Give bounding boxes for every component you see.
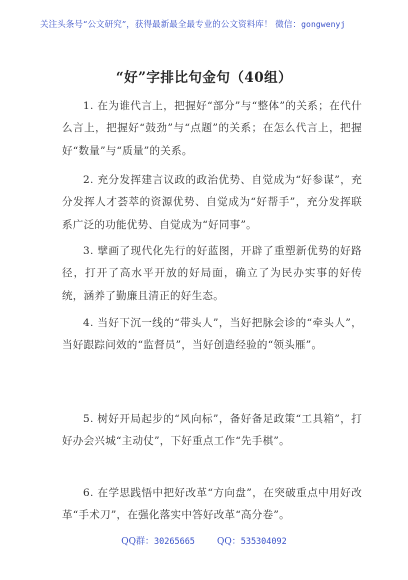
header-notice: 关注头条号“公文研究”，获得最新最全最专业的公文资料库！ 微信： <box>40 20 302 30</box>
paragraph-2: 2. 充分发挥建言议政的政治优势、自觉成为“好参谋”，充分发挥人才荟萃的资源优势、自觉成为“好帮手”，充分发挥联系广泛的功能优势、自觉成为“好同事”。 <box>62 174 362 231</box>
paragraph-4: 4. 当好下沉一线的“带头人”，当好把脉会诊的“牵头人”，当好跟踪问效的“监督员”，当好创造经验的“领头雁”。 <box>62 317 362 352</box>
qq-number: 535304092 <box>240 537 287 547</box>
qq-group-label: QQ群： <box>121 537 154 547</box>
document-title: “好”字排比句金句（40组） <box>115 70 293 86</box>
qq-group-number: 30265665 <box>153 537 195 547</box>
qq-label: QQ： <box>216 537 241 547</box>
paragraph-5: 5. 树好开局起步的“风向标”，备好备足政策“工具箱”，打好办会兴城“主动仗”，下好重点工作“先手棋”。 <box>62 413 362 448</box>
footer-contact <box>0 534 408 547</box>
wechat-id: gongwenyj <box>301 20 346 29</box>
paragraph-6: 6. 在学思践悟中把好改革“方向盘”，在突破重点中用好改革“手术刀”，在强化落实中答好改革“高分卷”。 <box>62 487 362 522</box>
paragraph-3: 3. 擘画了现代化先行的好蓝图，开辟了重塑新优势的好路径，打开了高水平开放的好局面，确立了为民办实事的好传统，涵养了勤廉且清正的好生态。 <box>62 245 362 302</box>
paragraph-1: 1. 在为谁代言上，把握好“部分”与“整体”的关系；在代什么言上，把握好“鼓劲”与“点题”的关系；在怎么代言上，把握好“数量”与“质量”的关系。 <box>62 100 362 157</box>
header-banner <box>40 18 370 32</box>
